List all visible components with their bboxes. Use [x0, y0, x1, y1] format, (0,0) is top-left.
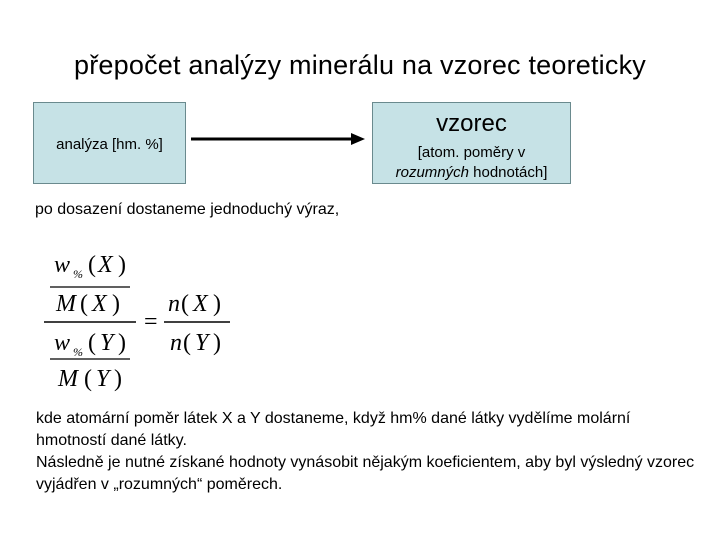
formula-box-line2: [373, 163, 570, 183]
ratio-formula: [40, 240, 260, 395]
formula-X2: X: [92, 291, 107, 317]
formula-paren-close4: ): [114, 366, 122, 392]
formula-paren-close2: ): [112, 291, 120, 317]
formula-paren-close6: ): [213, 330, 221, 356]
formula-paren-close3: ): [118, 330, 126, 356]
analysis-box: [33, 102, 186, 184]
formula-box-line1: [atom. poměry v: [417, 144, 526, 161]
formula-paren-open2: (: [80, 291, 88, 317]
formula-paren-open1: (: [88, 252, 96, 278]
formula-M2: M: [58, 366, 78, 392]
formula-percent2: %: [73, 345, 83, 359]
formula-paren-open3: (: [88, 330, 96, 356]
substitution-text: po dosazení dostaneme jednoduchý výraz,: [35, 201, 340, 218]
formula-Y3: Y: [195, 330, 209, 356]
formula-equals: =: [144, 309, 158, 335]
formula-Y2: Y: [96, 366, 110, 392]
formula-n1: n: [168, 291, 180, 317]
explanation-line-1: kde atomární poměr látek X a Y dostaneme, když hm% dané látky vydělíme molární hmotností dané látky.: [36, 410, 631, 449]
formula-percent1: %: [73, 267, 83, 281]
formula-w2: w: [54, 330, 71, 356]
formula-paren-open6: (: [183, 330, 191, 356]
analysis-box-label: analýza [hm. %]: [56, 136, 163, 153]
formula-w1: w: [54, 252, 71, 278]
formula-box-heading: vzorec: [436, 110, 507, 137]
formula-Y1: Y: [100, 330, 114, 356]
formula-n2: n: [170, 330, 182, 356]
formula-paren-open4: (: [84, 366, 92, 392]
formula-paren-close1: ): [118, 252, 126, 278]
explanation-line-2: Následně je nutné získané hodnoty vynásobit nějakým koeficientem, aby byl výsledný vzorec vyjádřen v „rozumných“ poměrech.: [36, 454, 695, 493]
formula-X3: X: [193, 291, 208, 317]
formula-X1: X: [98, 252, 113, 278]
formula-box: [372, 102, 571, 184]
formula-box-italic-word: rozumných: [395, 164, 469, 181]
formula-box-line2-rest: hodnotách]: [468, 164, 548, 181]
explanation-text: [36, 408, 696, 496]
formula-M1: M: [56, 291, 76, 317]
formula-box-caption: [373, 143, 570, 183]
right-arrow-icon: [191, 131, 367, 147]
formula-paren-close5: ): [213, 291, 221, 317]
slide-title: přepočet analýzy minerálu na vzorec teoreticky: [74, 50, 646, 80]
formula-paren-open5: (: [181, 291, 189, 317]
